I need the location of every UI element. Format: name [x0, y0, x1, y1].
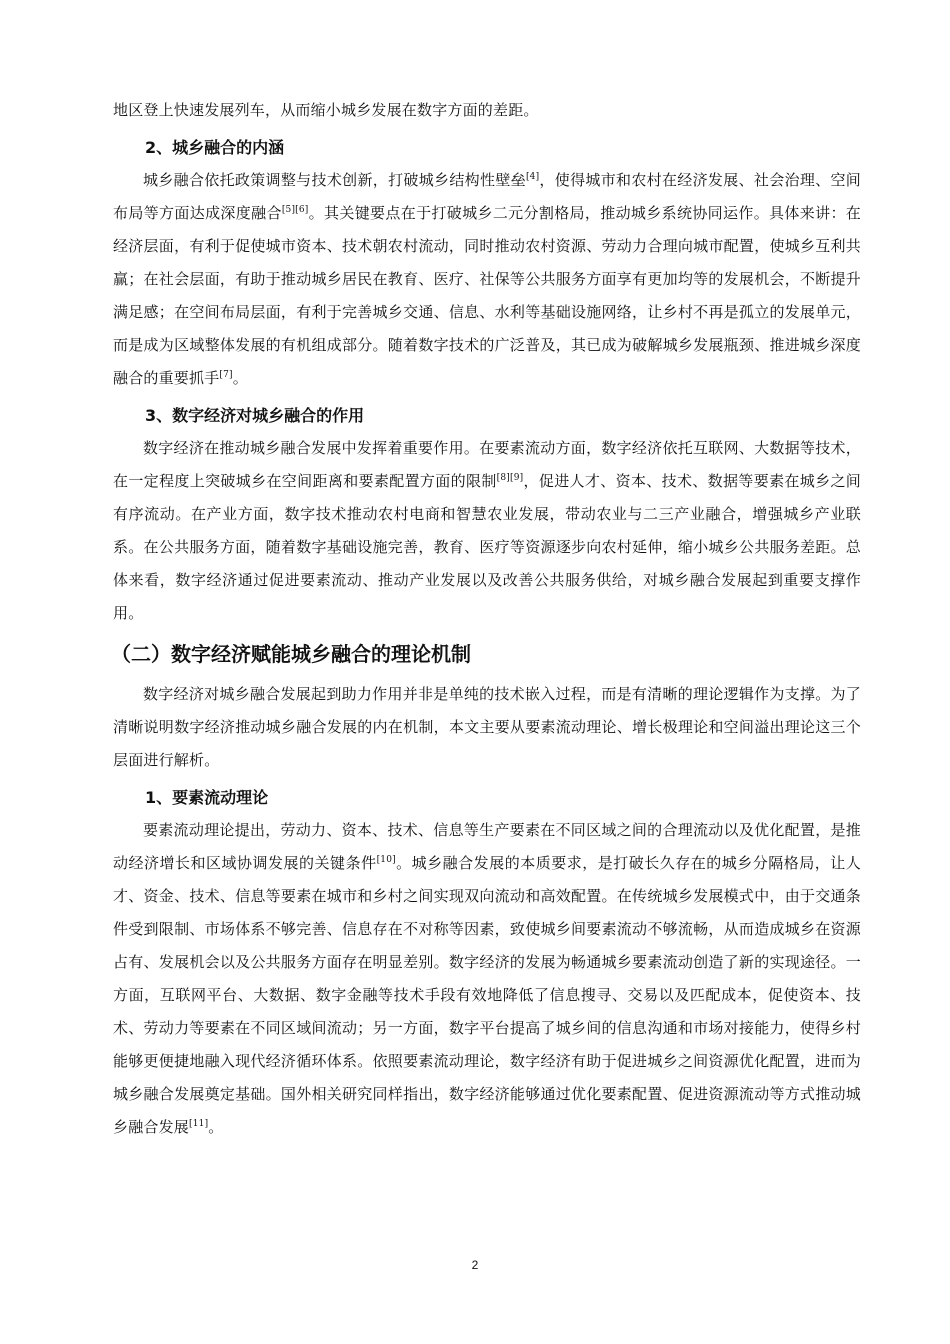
body-paragraph — [113, 814, 861, 1144]
citation-reference: [4] — [525, 172, 540, 182]
page-content — [113, 94, 861, 1144]
subsection-heading: 1、要素流动理论 — [145, 788, 269, 807]
paragraph-text: 城乡融合依托政策调整与技术创新，打破城乡结构性壁垒 — [143, 171, 526, 189]
subsection-heading: 3、数字经济对城乡融合的作用 — [145, 406, 365, 425]
paragraph-text: 要素流动理论提出，劳动力、资本、技术、信息等生产要素在不同区域之间的合理流动以及优化配置，是推动经济增长和区域协调发展的关键条件 — [113, 821, 861, 872]
page-number: 2 — [471, 1258, 479, 1272]
citation-reference: [7] — [219, 370, 233, 380]
paragraph-text: 数字经济对城乡融合发展起到助力作用并非是单纯的技术嵌入过程，而是有清晰的理论逻辑作为支撑。为了清晰说明数字经济推动城乡融合发展的内在机制，本文主要从要素流动理论、增长极理论和空间溢出理论这三个层面进行解析。 — [113, 685, 861, 769]
paragraph-text: ，促进人才、资本、技术、数据等要素在城乡之间有序流动。在产业方面，数字技术推动农村电商和智慧农业发展，带动农业与二三产业融合，增强城乡产业联系。在公共服务方面，随着数字基础设施完善，教育、医疗等资源逐步向农村延伸，缩小城乡公共服务差距。总体来看，数字经济通过促进要素流动、推动产业发展以及改善公共服务供给，对城乡融合发展起到重要支撑作用。 — [113, 472, 861, 622]
paragraph-text: 。其关键要点在于打破城乡二元分割格局，推动城乡系统协同运作。具体来讲：在经济层面，有利于促使城市资本、技术朝农村流动，同时推动农村资源、劳动力合理向城市配置，使城乡互利共赢；在社会层面，有助于推动城乡居民在教育、医疗、社保等公共服务方面享有更加均等的发展机会，不断提升满足感；在空间布局层面，有利于完善城乡交通、信息、水利等基础设施网络，让乡村不再是孤立的发展单元，而是成为区域整体发展的有机组成部分。随着数字技术的广泛普及，其已成为破解城乡发展瓶颈、推进城乡深度融合的重要抓手 — [113, 204, 861, 387]
citation-reference: [11] — [189, 1119, 209, 1129]
paragraph-text: 。城乡融合发展的本质要求，是打破长久存在的城乡分隔格局，让人才、资金、技术、信息等要素在城市和乡村之间实现双向流动和高效配置。在传统城乡发展模式中，由于交通条件受到限制、市场体系不够完善、信息存在不对称等因素，致使城乡间要素流动不够流畅，从而造成城乡在资源占有、发展机会以及公共服务方面存在明显差别。数字经济的发展为畅通城乡要素流动创造了新的实现途径。一方面，互联网平台、大数据、数字金融等技术手段有效地降低了信息搜寻、交易以及匹配成本，促使资本、技术、劳动力等要素在不同区域间流动；另一方面，数字平台提高了城乡间的信息沟通和市场对接能力，使得乡村能够更便捷地融入现代经济循环体系。依照要素流动理论，数字经济有助于促进城乡之间资源优化配置，进而为城乡融合发展奠定基础。国外相关研究同样指出，数字经济能够通过优化要素配置、促进资源流动等方式推动城乡融合发展 — [113, 854, 861, 1136]
body-paragraph — [113, 94, 861, 127]
paragraph-text: 。 — [232, 369, 248, 387]
subsection-heading: 2、城乡融合的内涵 — [145, 138, 285, 157]
body-paragraph — [113, 678, 861, 777]
section-heading: （二）数字经济赋能城乡融合的理论机制 — [111, 642, 471, 666]
citation-reference: [8][9] — [496, 473, 524, 483]
paragraph-text: 数字经济在推动城乡融合发展中发挥着重要作用。在要素流动方面，数字经济依托互联网、大数据等技术，在一定程度上突破城乡在空间距离和要素配置方面的限制 — [113, 439, 861, 490]
citation-reference: [5][6] — [281, 205, 309, 215]
body-paragraph — [113, 164, 861, 395]
paragraph-text: 地区登上快速发展列车，从而缩小城乡发展在数字方面的差距。 — [113, 101, 539, 119]
citation-reference: [10] — [376, 855, 396, 865]
paragraph-text: ，使得城市和农村在经济发展、社会治理、空间布局等方面达成深度融合 — [113, 171, 861, 222]
paragraph-text: 。 — [208, 1118, 224, 1136]
body-paragraph — [113, 432, 861, 630]
